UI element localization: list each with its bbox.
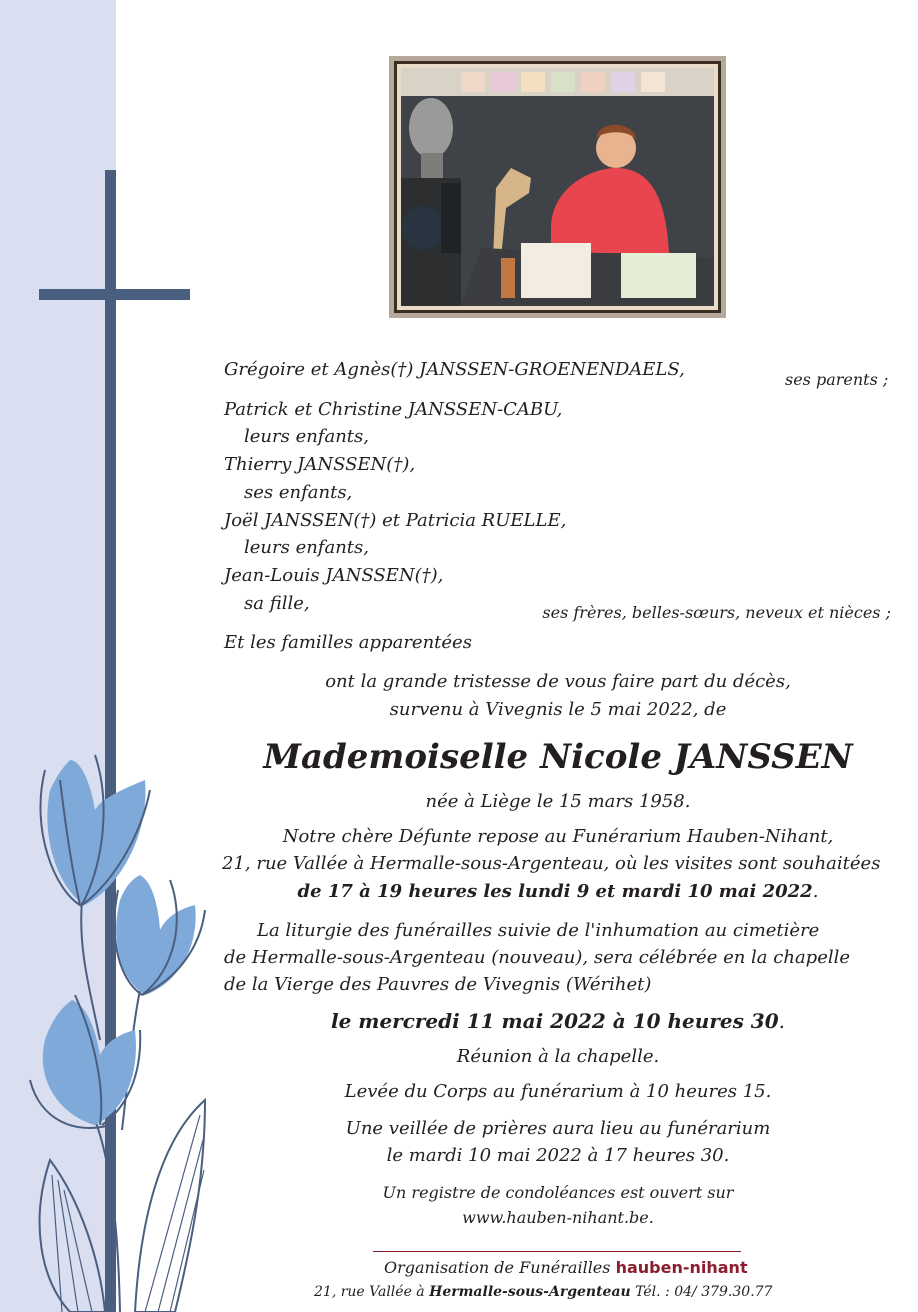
portrait-photo — [401, 68, 714, 306]
funeral-date: le mercredi 11 mai 2022 à 10 heures 30. — [331, 1009, 785, 1033]
levee-info: Levée du Corps au funérarium à 10 heures 15. — [344, 1081, 772, 1102]
extended-family: Et les familles apparentées — [224, 632, 472, 653]
cross-and-tulips-decoration — [0, 0, 240, 1312]
family-member: Patrick et Christine JANSSEN-CABU, — [224, 399, 563, 420]
announcement-line: ont la grande tristesse de vous faire part du décès, — [325, 671, 791, 692]
registry-url[interactable]: www.hauben-nihant.be. — [462, 1208, 654, 1227]
meeting-info: Réunion à la chapelle. — [456, 1046, 660, 1067]
deceased-name: Mademoiselle Nicole JANSSEN — [263, 737, 853, 777]
liturgy-line: de Hermalle-sous-Argenteau (nouveau), sera célébrée en la chapelle — [224, 947, 851, 968]
visitation-line: Notre chère Défunte repose au Funérarium Hauben-Nihant, — [282, 826, 834, 847]
family-member: Joël JANSSEN(†) et Patricia RUELLE, — [224, 510, 567, 531]
parents-line: Grégoire et Agnès(†) JANSSEN-GROENENDAELS, — [224, 359, 685, 380]
liturgy-line: de la Vierge des Pauvres de Vivegnis (Wérihet) — [224, 974, 652, 995]
visitation-hours: de 17 à 19 heures les lundi 9 et mardi 10 mai 2022. — [297, 881, 819, 902]
liturgy-line: La liturgie des funérailles suivie de l'inhumation au cimetière — [257, 920, 820, 941]
announcement-line: survenu à Vivegnis le 5 mai 2022, de — [389, 699, 727, 720]
leaf-icon — [40, 1100, 205, 1312]
family-member: Jean-Louis JANSSEN(†), — [224, 565, 444, 586]
footer-address: 21, rue Vallée à Hermalle-sous-Argenteau Tél. : 04/ 379.30.77 — [314, 1284, 773, 1300]
family-member: ses enfants, — [244, 482, 353, 503]
footer-divider — [373, 1251, 741, 1252]
cross-icon — [105, 170, 116, 1312]
family-member: Thierry JANSSEN(†), — [224, 454, 416, 475]
portrait-photo-frame — [389, 56, 726, 318]
tulip-icon — [114, 875, 205, 995]
family-member: sa fille, — [244, 593, 310, 614]
siblings-role: ses frères, belles-sœurs, neveux et nièces ; — [542, 603, 891, 622]
family-member: leurs enfants, — [244, 537, 369, 558]
birth-info: née à Liège le 15 mars 1958. — [425, 791, 691, 812]
vigil-line: Une veillée de prières aura lieu au funérarium — [345, 1118, 771, 1139]
vigil-line: le mardi 10 mai 2022 à 17 heures 30. — [386, 1145, 730, 1166]
visitation-line: 21, rue Vallée à Hermalle-sous-Argenteau, où les visites sont souhaitées — [222, 853, 881, 874]
footer-organisation: Organisation de Funérailles hauben-nihant — [384, 1258, 748, 1277]
registry-line: Un registre de condoléances est ouvert sur — [382, 1183, 734, 1202]
brand-logo: hauben-nihant — [615, 1258, 748, 1277]
parents-role: ses parents ; — [785, 370, 889, 389]
family-member: leurs enfants, — [244, 426, 369, 447]
